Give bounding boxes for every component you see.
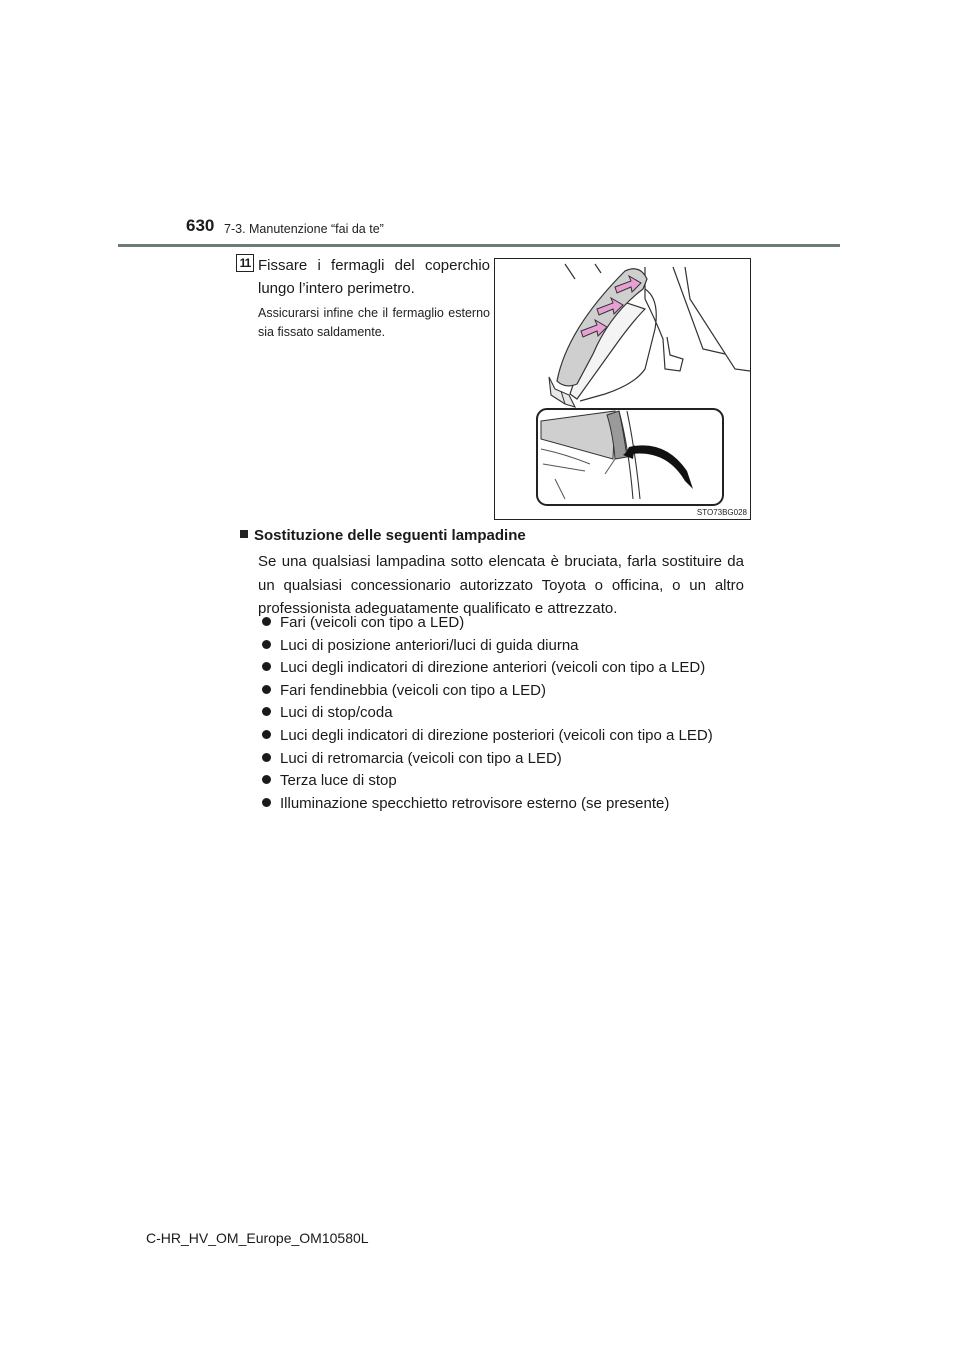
list-item: Luci degli indicatori di direzione anteriori (veicoli con tipo a LED) <box>262 657 713 680</box>
bullet-icon <box>262 617 271 626</box>
bullet-icon <box>262 685 271 694</box>
list-item: Fari fendinebbia (veicoli con tipo a LED) <box>262 680 713 703</box>
square-bullet-icon <box>240 530 248 538</box>
page-number: 630 <box>186 216 215 235</box>
section-title: 7-3. Manutenzione “fai da te” <box>224 222 384 236</box>
list-item: Fari (veicoli con tipo a LED) <box>262 612 713 635</box>
section-heading-text: Sostituzione delle seguenti lampadine <box>254 527 526 544</box>
bullet-icon <box>262 640 271 649</box>
section-paragraph: Se una qualsiasi lampadina sotto elencata è bruciata, farla sostituire da un qualsiasi concessionario autorizzato Toyota o officina, o un altro professionista adeguatamente qualificato e attrezzato. <box>258 553 744 617</box>
figure-code: STO73BG028 <box>696 508 747 517</box>
step-instruction: Fissare i fermagli del coperchio lungo l’intero perimetro. <box>258 257 490 297</box>
step-number-badge: 11 <box>236 254 254 272</box>
list-item: Luci degli indicatori di direzione posteriori (veicoli con tipo a LED) <box>262 725 713 748</box>
mirror-cover-illustration <box>494 258 751 520</box>
list-item: Luci di stop/coda <box>262 702 713 725</box>
bulb-list <box>262 612 713 815</box>
list-item: Terza luce di stop <box>262 770 713 793</box>
bullet-icon <box>262 775 271 784</box>
list-item: Luci di posizione anteriori/luci di guida diurna <box>262 635 713 658</box>
document-id: C-HR_HV_OM_Europe_OM10580L <box>146 1230 369 1246</box>
bullet-icon <box>262 798 271 807</box>
list-item: Luci di retromarcia (veicoli con tipo a LED) <box>262 748 713 771</box>
bullet-icon <box>262 753 271 762</box>
bullet-icon <box>262 662 271 671</box>
step-note: Assicurarsi infine che il fermaglio esterno sia fissato saldamente. <box>258 306 490 339</box>
list-item: Illuminazione specchietto retrovisore esterno (se presente) <box>262 793 713 816</box>
bullet-icon <box>262 707 271 716</box>
header-divider <box>118 244 840 247</box>
section-heading <box>240 527 526 544</box>
bullet-icon <box>262 730 271 739</box>
